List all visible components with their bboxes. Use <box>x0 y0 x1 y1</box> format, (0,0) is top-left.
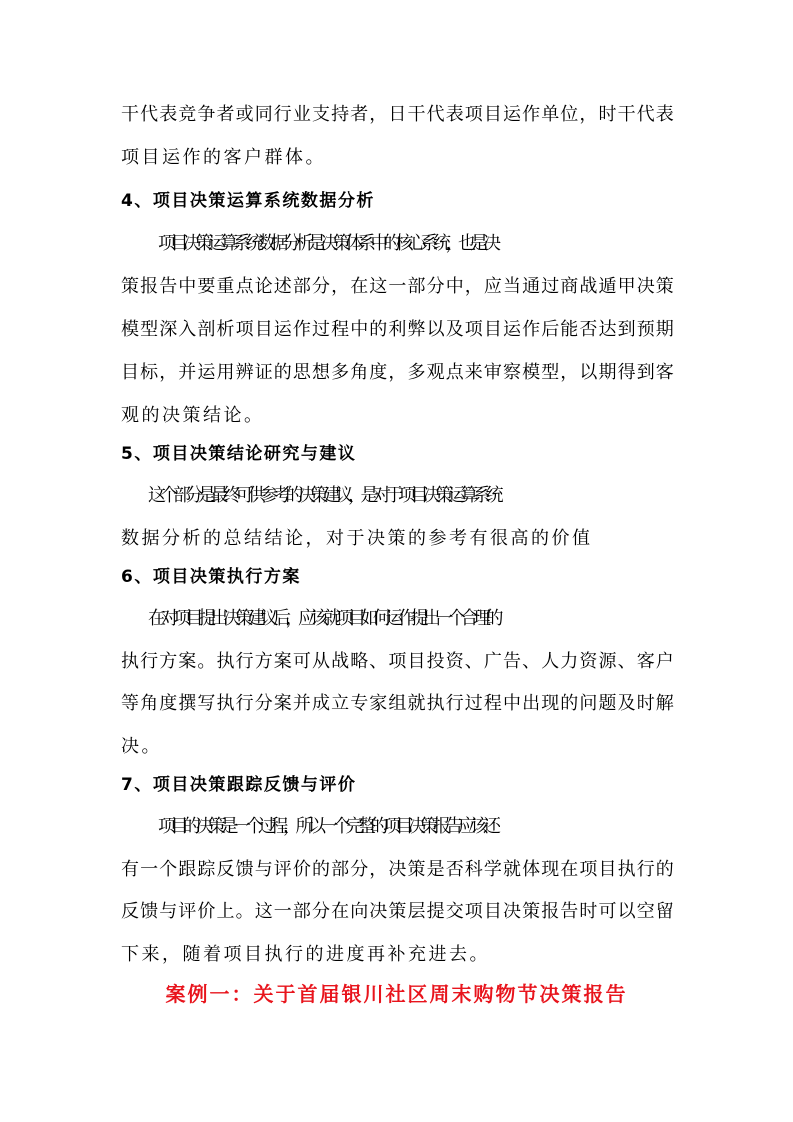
section-6-line-2: 执行方案。执行方案可从战略、项目投资、广告、人力资源、客户 <box>121 651 675 672</box>
section-6-line-1: 在对项目提出决策建议后，应该就项目如何运作提出一个合理的 <box>148 608 498 629</box>
section-4-line-5: 观的决策结论。 <box>121 405 265 426</box>
intro-line-2: 项目运作的客户群体。 <box>121 147 326 168</box>
section-heading-7: 7、项目决策跟踪反馈与评价 <box>121 775 357 795</box>
section-heading-5: 5、项目决策结论研究与建议 <box>121 444 357 464</box>
section-6-line-4: 决。 <box>121 736 162 757</box>
intro-line-1: 干代表竞争者或同行业支持者，日干代表项目运作单位，时干代表 <box>121 104 675 125</box>
section-4-line-2: 策报告中要重点论述部分，在这一部分中，应当通过商战遁甲决策 <box>121 276 675 297</box>
section-7-line-3: 反馈与评价上。这一部分在向决策层提交项目决策报告时可以空留 <box>121 901 675 922</box>
section-7-line-2: 有一个跟踪反馈与评价的部分，决策是否科学就体现在项目执行的 <box>121 859 675 880</box>
section-heading-4: 4、项目决策运算系统数据分析 <box>121 191 375 211</box>
section-heading-6: 6、项目决策执行方案 <box>121 567 301 587</box>
section-6-line-3: 等角度撰写执行分案并成立专家组就执行过程中出现的问题及时解 <box>121 693 675 714</box>
section-5-line-2: 数据分析的总结结论，对于决策的参考有很高的价值 <box>121 528 593 549</box>
section-5-line-1: 这个部分是最终可供参考的决策建议，是对于项目决策运算系统 <box>148 485 498 506</box>
case-title: 案例一：关于首届银川社区周末购物节决策报告 <box>165 982 628 1006</box>
section-7-line-1: 项目的决策是一个过程，所以一个完整的项目决策报告应该还 <box>158 816 496 837</box>
section-4-line-1: 项目决策运算系统数据分析是决策体系中的核心系统，也是决 <box>158 233 496 254</box>
section-4-line-3: 模型深入剖析项目运作过程中的利弊以及项目运作后能否达到预期 <box>121 319 675 340</box>
section-7-line-4: 下来，随着项目执行的进度再补充进去。 <box>121 944 490 965</box>
section-4-line-4: 目标，并运用辨证的思想多角度，多观点来审察模型，以期得到客 <box>121 362 675 383</box>
